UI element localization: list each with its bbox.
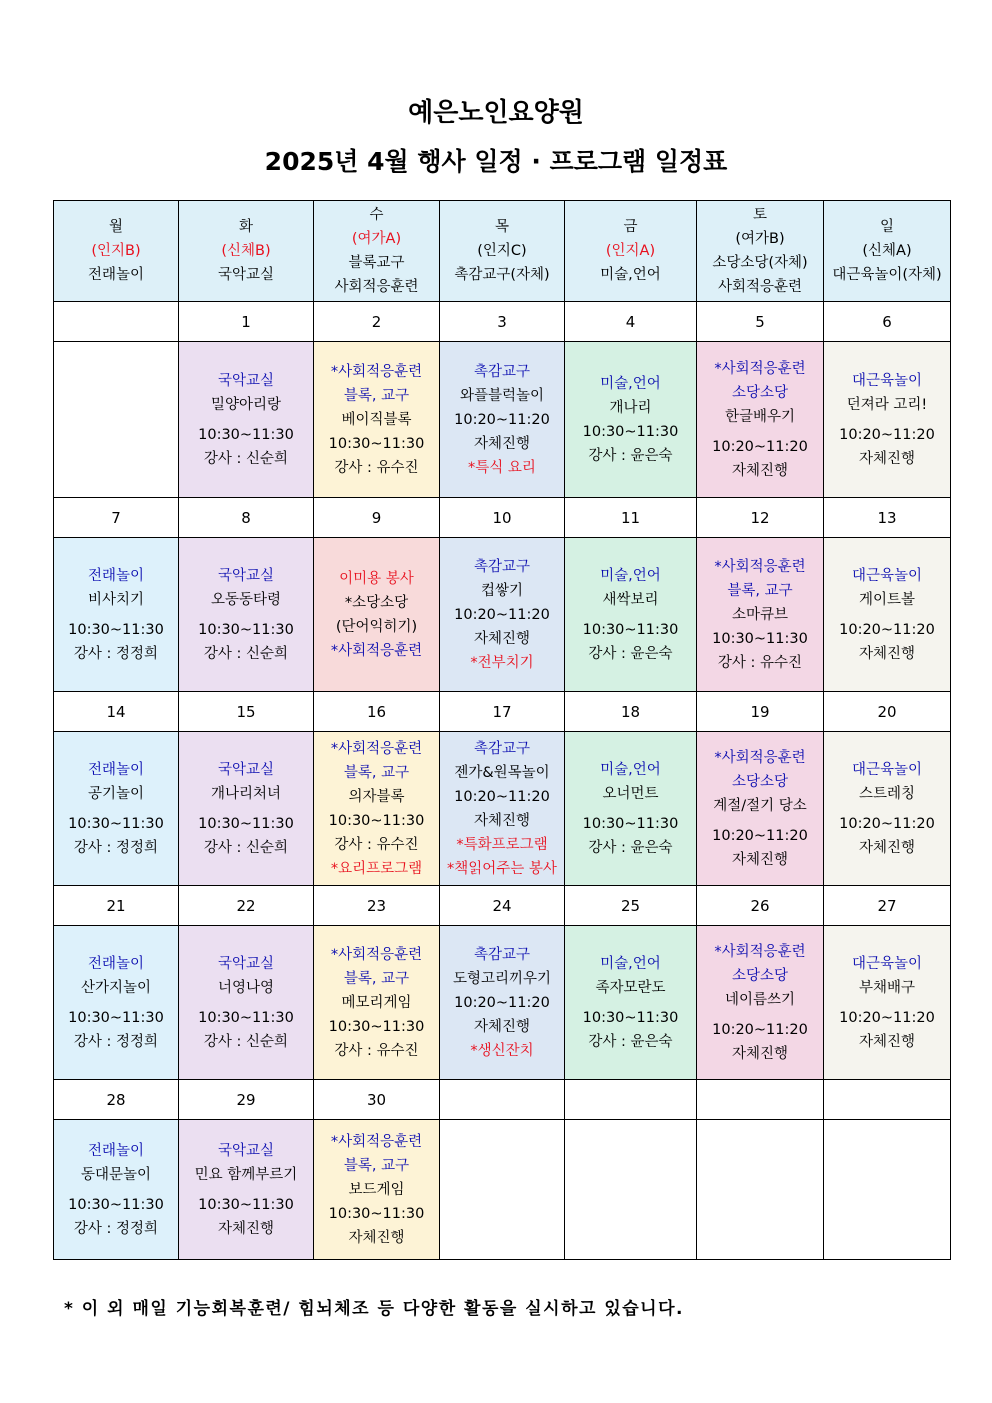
event-line: 비사치기 [87, 591, 145, 608]
event-line: 한글배우기 [724, 408, 796, 425]
weekday-program: 대근육놀이(자체) [832, 267, 942, 283]
event-line: *사회적응훈련 [714, 749, 806, 766]
event-line: *사회적응훈련 [330, 946, 423, 963]
event-line: 동대문놀이 [80, 1166, 152, 1183]
event-line: 미술,언어 [600, 375, 661, 392]
date-cell: 18 [565, 692, 697, 732]
weekday-name: 목 [494, 219, 509, 235]
event-line: 촉감교구 [473, 363, 531, 380]
date-cell: 19 [697, 692, 824, 732]
weekday-name: 화 [238, 219, 253, 235]
date-cell [565, 1080, 697, 1120]
event-line: 국악교실 [217, 1142, 275, 1159]
event-line: 촉감교구 [473, 946, 531, 963]
event-line: 10:20~11:20 [839, 426, 935, 443]
date-cell: 16 [314, 692, 440, 732]
event-cell [565, 342, 697, 498]
event-line: 전래놀이 [87, 567, 145, 584]
date-cell: 5 [697, 302, 824, 342]
event-line: 자체진행 [858, 450, 916, 467]
weekday-group: (인지C) [477, 243, 527, 259]
weekday-header-mon [54, 201, 179, 302]
date-cell: 11 [565, 498, 697, 538]
event-line: 10:30~11:30 [582, 815, 679, 832]
event-line: 10:30~11:30 [582, 1009, 679, 1026]
date-cell: 4 [565, 302, 697, 342]
event-line: 10:20~11:20 [839, 815, 935, 832]
date-cell: 25 [565, 886, 697, 926]
date-cell: 22 [179, 886, 314, 926]
event-line: 자체진행 [217, 1220, 275, 1237]
event-cell [179, 342, 314, 498]
weekday-program: 미술,언어 [600, 267, 661, 283]
event-line: 블록, 교구 [343, 764, 410, 781]
event-line: 컵쌓기 [480, 582, 524, 599]
weekday-group: (인지B) [91, 243, 141, 259]
weekday-group: (여가B) [735, 231, 785, 247]
event-line: *특식 요리 [468, 459, 536, 476]
event-line: 10:30~11:30 [198, 815, 294, 832]
date-cell [440, 1080, 565, 1120]
event-line: 게이트볼 [858, 591, 916, 608]
event-line: 미술,언어 [600, 761, 661, 778]
date-cell: 28 [54, 1080, 179, 1120]
date-cell: 12 [697, 498, 824, 538]
date-cell: 1 [179, 302, 314, 342]
event-line: 강사 : 정정희 [73, 1033, 159, 1050]
event-line: 미술,언어 [600, 567, 661, 584]
event-line: 계절/절기 당소 [713, 797, 807, 814]
event-line: 너영나영 [217, 979, 275, 996]
event-line: 10:30~11:30 [328, 1018, 425, 1035]
weekday-program: 촉감교구(자체) [454, 267, 550, 283]
event-line: 자체진행 [473, 812, 531, 829]
event-cell [54, 732, 179, 886]
event-cell [440, 926, 565, 1080]
event-line: 자체진행 [473, 630, 531, 647]
event-line: 대근육놀이 [851, 955, 923, 972]
event-cell [697, 342, 824, 498]
event-line: (단어익히기) [335, 618, 418, 635]
event-line: 10:30~11:30 [68, 1009, 164, 1026]
event-cell [179, 926, 314, 1080]
weekday-program: 블록교구 [348, 255, 405, 271]
event-line: 자체진행 [348, 1229, 405, 1246]
event-line: 강사 : 윤은숙 [588, 645, 673, 662]
event-cell [54, 1120, 179, 1260]
event-line: 이미용 봉사 [339, 570, 414, 587]
event-line: 전래놀이 [87, 761, 145, 778]
weekday-header-thu [440, 201, 565, 302]
event-line: 소당소당 [731, 384, 789, 401]
date-cell: 15 [179, 692, 314, 732]
event-line: *책읽어주는 봉사 [447, 860, 557, 877]
event-line: 촉감교구 [473, 558, 531, 575]
weekday-name: 수 [369, 207, 384, 223]
event-cell [440, 1120, 565, 1260]
event-line: 메모리게임 [341, 994, 412, 1011]
org-name: 예은노인요양원 [408, 98, 584, 128]
event-line: 국악교실 [217, 955, 275, 972]
event-line: 자체진행 [731, 1045, 789, 1062]
event-line: 10:30~11:30 [198, 621, 294, 638]
event-line: 자체진행 [858, 1033, 916, 1050]
event-line: 던져라 고리! [846, 396, 928, 413]
weekday-header-tue [179, 201, 314, 302]
event-cell [824, 732, 951, 886]
event-cell [440, 732, 565, 886]
event-line: 10:30~11:30 [712, 630, 808, 647]
date-cell: 27 [824, 886, 951, 926]
date-cell: 21 [54, 886, 179, 926]
date-cell: 26 [697, 886, 824, 926]
event-line: 강사 : 신순희 [203, 839, 289, 856]
event-line: 도형고리끼우기 [452, 970, 552, 987]
weekday-group: (인지A) [605, 243, 656, 259]
event-cell [179, 1120, 314, 1260]
event-line: 10:30~11:30 [328, 812, 425, 829]
event-line: 10:20~11:20 [712, 1021, 808, 1038]
date-cell: 23 [314, 886, 440, 926]
event-line: 소당소당 [731, 967, 789, 984]
event-line: *사회적응훈련 [330, 740, 423, 757]
event-line: 전래놀이 [87, 955, 145, 972]
event-line: 자체진행 [731, 851, 789, 868]
event-line: 보드게임 [348, 1181, 405, 1198]
event-cell [824, 538, 951, 692]
weekday-group: (신체B) [221, 243, 271, 259]
date-cell [697, 1080, 824, 1120]
weekday-header-fri [565, 201, 697, 302]
date-cell: 2 [314, 302, 440, 342]
weekday-header-wed [314, 201, 440, 302]
date-cell: 29 [179, 1080, 314, 1120]
event-line: 네이름쓰기 [724, 991, 796, 1008]
event-line: 새싹보리 [602, 591, 659, 608]
event-line: *사회적응훈련 [714, 360, 806, 377]
event-line: *사회적응훈련 [714, 943, 806, 960]
event-line: 산가지놀이 [80, 979, 152, 996]
event-cell [565, 732, 697, 886]
event-line: 10:30~11:30 [68, 621, 164, 638]
event-cell [314, 342, 440, 498]
event-line: *요리프로그램 [330, 860, 423, 877]
page-title: 2025년 4월 행사 일정 · 프로그램 일정표 [264, 147, 728, 176]
event-line: 대근육놀이 [851, 567, 923, 584]
date-cell: 10 [440, 498, 565, 538]
event-line: 국악교실 [217, 567, 275, 584]
event-cell [54, 538, 179, 692]
event-line: *사회적응훈련 [330, 363, 423, 380]
event-line: 자체진행 [858, 645, 916, 662]
event-cell [54, 342, 179, 498]
event-line: 강사 : 윤은숙 [588, 1033, 673, 1050]
event-line: 10:20~11:20 [454, 994, 550, 1011]
date-cell: 14 [54, 692, 179, 732]
weekday-program: 전래놀이 [87, 267, 145, 283]
event-cell [697, 732, 824, 886]
weekday-program: 소당소당(자체) [712, 255, 808, 271]
date-cell: 30 [314, 1080, 440, 1120]
date-cell: 24 [440, 886, 565, 926]
event-line: 강사 : 유수진 [334, 1042, 419, 1059]
event-line: 강사 : 정정희 [73, 839, 159, 856]
date-cell: 9 [314, 498, 440, 538]
event-cell [440, 342, 565, 498]
event-cell [314, 926, 440, 1080]
event-line: 10:20~11:20 [839, 1009, 935, 1026]
event-line: 10:20~11:20 [712, 438, 808, 455]
event-line: 촉감교구 [473, 740, 531, 757]
event-cell [824, 926, 951, 1080]
event-cell [54, 926, 179, 1080]
event-line: *전부치기 [470, 654, 534, 671]
date-cell: 3 [440, 302, 565, 342]
event-line: 강사 : 유수진 [717, 654, 803, 671]
event-line: 공기놀이 [87, 785, 145, 802]
event-line: 스트레칭 [858, 785, 916, 802]
event-line: 10:30~11:30 [198, 426, 294, 443]
weekday-name: 월 [108, 219, 123, 235]
weekday-name: 금 [623, 219, 638, 235]
event-line: 강사 : 정정희 [73, 1220, 159, 1237]
event-line: 10:30~11:30 [68, 815, 164, 832]
event-line: 자체진행 [473, 435, 531, 452]
event-line: 자체진행 [731, 462, 789, 479]
event-cell [824, 1120, 951, 1260]
event-line: 블록, 교구 [343, 387, 410, 404]
event-line: 강사 : 윤은숙 [588, 839, 673, 856]
weekday-group: (신체A) [862, 243, 912, 259]
event-cell [440, 538, 565, 692]
weekday-program: 국악교실 [217, 267, 275, 283]
event-cell [697, 926, 824, 1080]
event-line: 10:20~11:20 [454, 788, 550, 805]
weekday-name: 토 [752, 207, 767, 223]
event-line: 강사 : 윤은숙 [588, 447, 673, 464]
date-cell [54, 302, 179, 342]
event-cell [697, 1120, 824, 1260]
event-line: 강사 : 신순희 [203, 645, 289, 662]
event-cell [697, 538, 824, 692]
event-line: 젠가&원목놀이 [454, 764, 550, 781]
event-line: 전래놀이 [87, 1142, 145, 1159]
event-cell [565, 926, 697, 1080]
event-line: *사회적응훈련 [330, 642, 423, 659]
event-cell [314, 732, 440, 886]
date-cell: 7 [54, 498, 179, 538]
schedule-table [53, 200, 951, 1260]
event-line: 10:30~11:30 [68, 1196, 164, 1213]
event-line: 강사 : 정정희 [73, 645, 159, 662]
event-line: *생신잔치 [470, 1042, 534, 1059]
event-line: 자체진행 [858, 839, 916, 856]
event-line: 10:30~11:30 [198, 1196, 294, 1213]
event-line: *사회적응훈련 [714, 558, 806, 575]
event-line: 오동동타령 [210, 591, 282, 608]
footer-note: * 이 외 매일 기능회복훈련/ 힘뇌체조 등 다양한 활동을 실시하고 있습니다. [64, 1299, 684, 1319]
event-line: 블록, 교구 [343, 970, 410, 987]
event-line: 10:30~11:30 [582, 621, 679, 638]
date-cell: 13 [824, 498, 951, 538]
event-line: 10:30~11:30 [328, 1205, 425, 1222]
event-line: 강사 : 유수진 [334, 459, 419, 476]
event-line: 블록, 교구 [727, 582, 793, 599]
date-cell: 6 [824, 302, 951, 342]
date-cell: 20 [824, 692, 951, 732]
event-line: 10:20~11:20 [712, 827, 808, 844]
weekday-header-sun [824, 201, 951, 302]
event-line: 민요 함께부르기 [194, 1166, 298, 1183]
event-line: 대근육놀이 [851, 761, 923, 778]
event-line: *사회적응훈련 [330, 1133, 423, 1150]
event-cell [824, 342, 951, 498]
event-line: 미술,언어 [600, 955, 661, 972]
event-line: 국악교실 [217, 372, 275, 389]
event-line: *특화프로그램 [456, 836, 548, 853]
weekday-program-2: 사회적응훈련 [717, 279, 803, 295]
event-line: 소마큐브 [731, 606, 789, 623]
event-line: 개나리 [609, 399, 652, 416]
event-cell [314, 538, 440, 692]
event-line: 블록, 교구 [343, 1157, 410, 1174]
event-line: 강사 : 유수진 [334, 836, 419, 853]
event-line: 대근육놀이 [851, 372, 923, 389]
weekday-header-sat [697, 201, 824, 302]
event-line: 베이직블록 [341, 411, 412, 428]
event-line: 개나리처녀 [210, 785, 282, 802]
date-cell: 17 [440, 692, 565, 732]
event-line: 의자블록 [348, 788, 405, 805]
event-cell [565, 538, 697, 692]
event-line: 10:20~11:20 [454, 411, 550, 428]
weekday-name: 일 [879, 219, 894, 235]
event-line: 10:30~11:30 [328, 435, 425, 452]
event-cell [179, 732, 314, 886]
event-cell [179, 538, 314, 692]
event-line: 밀양아리랑 [210, 396, 282, 413]
weekday-group: (여가A) [351, 231, 402, 247]
event-line: 와플블럭놀이 [459, 387, 545, 404]
event-line: *소당소당 [344, 594, 409, 611]
date-cell [824, 1080, 951, 1120]
event-cell [314, 1120, 440, 1260]
event-line: 강사 : 신순희 [203, 450, 289, 467]
event-cell [565, 1120, 697, 1260]
event-line: 자체진행 [473, 1018, 531, 1035]
event-line: 10:20~11:20 [839, 621, 935, 638]
event-line: 오너먼트 [602, 785, 659, 802]
event-line: 국악교실 [217, 761, 275, 778]
event-line: 10:30~11:30 [582, 423, 679, 440]
event-line: 10:20~11:20 [454, 606, 550, 623]
event-line: 부채배구 [858, 979, 916, 996]
weekday-program-2: 사회적응훈련 [334, 279, 419, 295]
event-line: 소당소당 [731, 773, 789, 790]
event-line: 강사 : 신순희 [203, 1033, 289, 1050]
event-line: 10:30~11:30 [198, 1009, 294, 1026]
date-cell: 8 [179, 498, 314, 538]
event-line: 족자모란도 [595, 979, 666, 996]
